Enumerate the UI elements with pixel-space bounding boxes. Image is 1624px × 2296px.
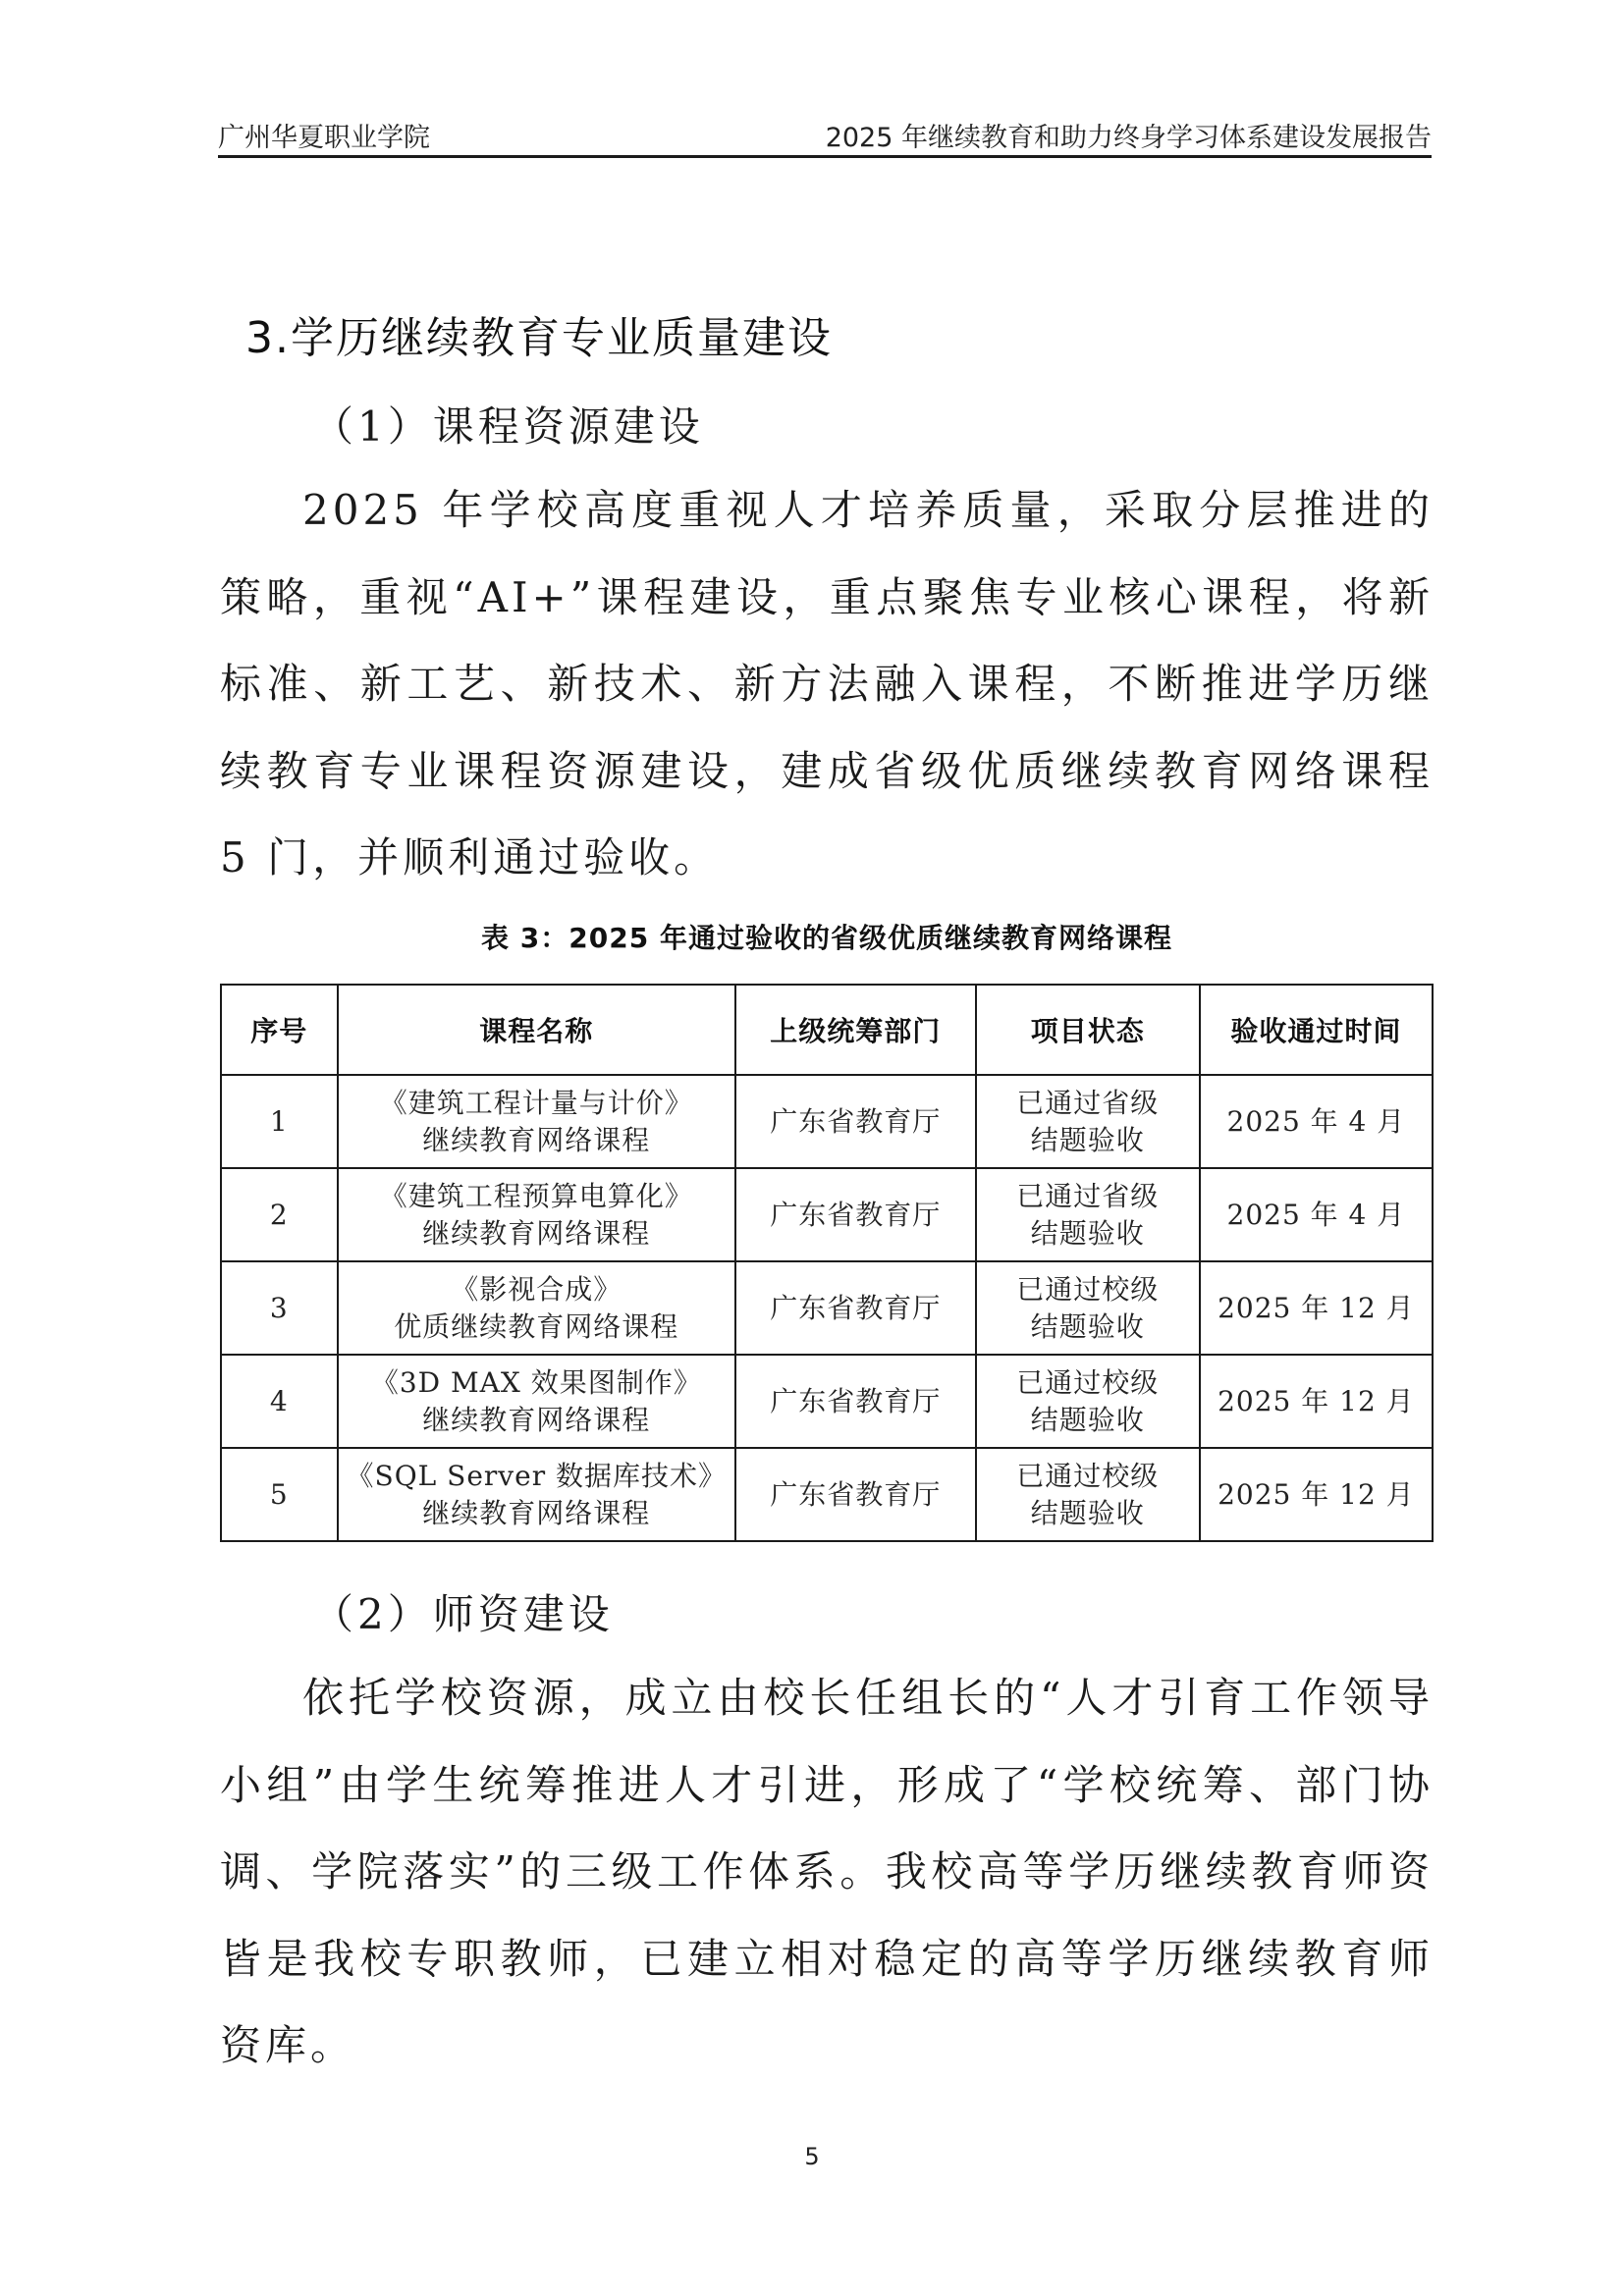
cell-number: 4 bbox=[221, 1355, 338, 1448]
page-number: 5 bbox=[804, 2143, 820, 2170]
status-level: 已通过省级 bbox=[1016, 1179, 1160, 1212]
status-level: 已通过校级 bbox=[1016, 1272, 1160, 1306]
course-type: 继续教育网络课程 bbox=[422, 1496, 651, 1529]
status-detail: 结题验收 bbox=[1030, 1123, 1145, 1156]
table-header-row bbox=[221, 985, 1433, 1075]
status-level: 已通过省级 bbox=[1016, 1086, 1160, 1119]
course-type: 继续教育网络课程 bbox=[422, 1216, 651, 1250]
table-row bbox=[221, 1075, 1433, 1168]
section-heading: 3.学历继续教育专业质量建设 bbox=[245, 313, 833, 363]
cell-department: 广东省教育厅 bbox=[735, 1261, 976, 1355]
cell-status bbox=[976, 1448, 1200, 1541]
cell-department: 广东省教育厅 bbox=[735, 1355, 976, 1448]
table-row bbox=[221, 1261, 1433, 1355]
course-type: 继续教育网络课程 bbox=[422, 1403, 651, 1436]
status-level: 已通过校级 bbox=[1016, 1459, 1160, 1492]
header-institution: 广州华夏职业学院 bbox=[218, 123, 430, 153]
cell-department: 广东省教育厅 bbox=[735, 1075, 976, 1168]
table-row bbox=[221, 1168, 1433, 1261]
header-cell-department: 上级统筹部门 bbox=[735, 985, 976, 1075]
header-report-title: 2025 年继续教育和助力终身学习体系建设发展报告 bbox=[825, 123, 1432, 153]
cell-status bbox=[976, 1168, 1200, 1261]
table-row bbox=[221, 1355, 1433, 1448]
page-header bbox=[218, 110, 1432, 157]
cell-status bbox=[976, 1355, 1200, 1448]
cell-department: 广东省教育厅 bbox=[735, 1168, 976, 1261]
subsection-heading-course-resources: （1）课程资源建设 bbox=[312, 402, 704, 451]
cell-accept-date: 2025 年 12 月 bbox=[1200, 1261, 1433, 1355]
status-detail: 结题验收 bbox=[1030, 1403, 1145, 1436]
cell-accept-date: 2025 年 4 月 bbox=[1200, 1075, 1433, 1168]
course-title: 《建筑工程预算电算化》 bbox=[379, 1179, 693, 1212]
header-cell-accept-date: 验收通过时间 bbox=[1200, 985, 1433, 1075]
course-title: 《影视合成》 bbox=[451, 1272, 623, 1306]
cell-course-name bbox=[338, 1075, 735, 1168]
status-detail: 结题验收 bbox=[1030, 1496, 1145, 1529]
courses-table bbox=[220, 984, 1434, 1542]
cell-course-name bbox=[338, 1355, 735, 1448]
course-title: 《建筑工程计量与计价》 bbox=[379, 1086, 693, 1119]
cell-number: 1 bbox=[221, 1075, 338, 1168]
cell-course-name bbox=[338, 1448, 735, 1541]
course-type: 优质继续教育网络课程 bbox=[394, 1309, 679, 1343]
paragraph-course-resources: 2025 年学校高度重视人才培养质量，采取分层推进的策略，重视“AI+”课程建设，重点聚焦专业核心课程，将新标准、新工艺、新技术、新方法融入课程，不断推进学历继续教育专业课程资源建设，建成省级优质继续教育网络课程 5 门，并顺利通过验收。 bbox=[220, 486, 1434, 881]
header-cell-course-name: 课程名称 bbox=[338, 985, 735, 1075]
cell-department: 广东省教育厅 bbox=[735, 1448, 976, 1541]
header-cell-status: 项目状态 bbox=[976, 985, 1200, 1075]
cell-accept-date: 2025 年 12 月 bbox=[1200, 1355, 1433, 1448]
paragraph-faculty: 依托学校资源，成立由校长任组长的“人才引育工作领导小组”由学生统筹推进人才引进，形成了“学校统筹、部门协调、学院落实”的三级工作体系。我校高等学历继续教育师资皆是我校专职教师，已建立相对稳定的高等学历继续教育师资库。 bbox=[220, 1674, 1434, 2069]
header-cell-number: 序号 bbox=[221, 985, 338, 1075]
cell-number: 5 bbox=[221, 1448, 338, 1541]
subsection-heading-faculty: （2）师资建设 bbox=[312, 1590, 614, 1638]
cell-course-name bbox=[338, 1168, 735, 1261]
table-caption: 表 3：2025 年通过验收的省级优质继续教育网络课程 bbox=[481, 922, 1172, 954]
table-row bbox=[221, 1448, 1433, 1541]
cell-accept-date: 2025 年 12 月 bbox=[1200, 1448, 1433, 1541]
cell-accept-date: 2025 年 4 月 bbox=[1200, 1168, 1433, 1261]
status-detail: 结题验收 bbox=[1030, 1309, 1145, 1343]
course-type: 继续教育网络课程 bbox=[422, 1123, 651, 1156]
header-divider bbox=[218, 155, 1432, 158]
cell-course-name bbox=[338, 1261, 735, 1355]
cell-number: 2 bbox=[221, 1168, 338, 1261]
cell-number: 3 bbox=[221, 1261, 338, 1355]
status-level: 已通过校级 bbox=[1016, 1365, 1160, 1399]
course-title: 《SQL Server 数据库技术》 bbox=[346, 1459, 727, 1492]
cell-status bbox=[976, 1075, 1200, 1168]
course-title: 《3D MAX 效果图制作》 bbox=[370, 1365, 702, 1399]
status-detail: 结题验收 bbox=[1030, 1216, 1145, 1250]
cell-status bbox=[976, 1261, 1200, 1355]
